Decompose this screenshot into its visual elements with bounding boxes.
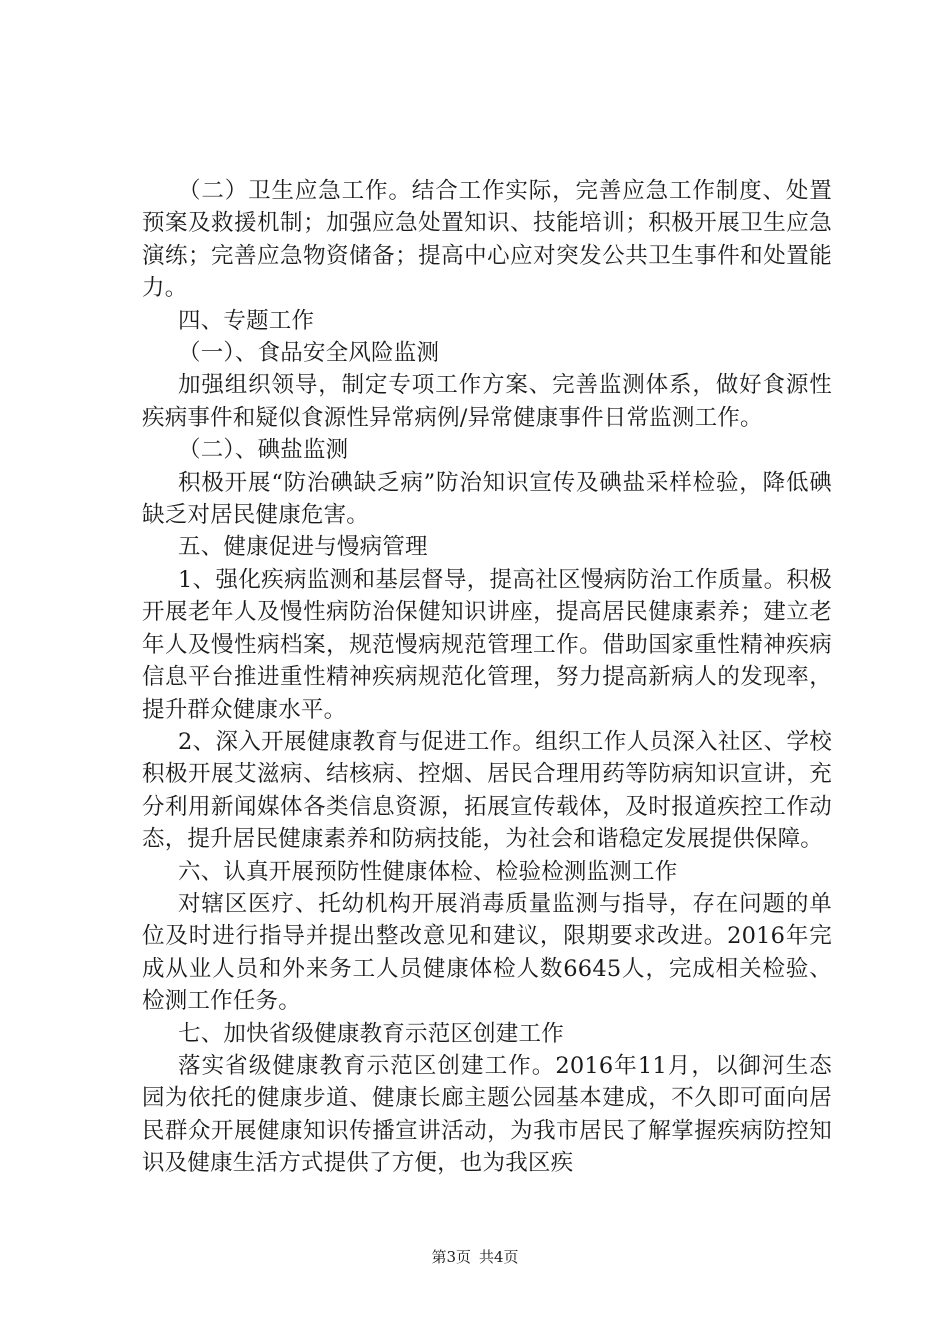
subheading-iodized-salt: （二）、碘盐监测 [178,437,349,464]
document-body [142,175,832,1180]
heading-preventive-checkup: 六、认真开展预防性健康体检、检验检测监测工作 [178,858,678,885]
heading-special-work: 四、专题工作 [178,307,315,334]
page-total: 共4页 [479,1248,519,1266]
paragraph-iodized-salt: 积极开展“防治碘缺乏病”防治知识宣传及碘盐采样检验，降低碘缺乏对居民健康危害。 [142,469,832,529]
heading-health-promotion: 五、健康促进与慢病管理 [178,534,428,561]
subheading-food-safety: （一）、食品安全风险监测 [178,340,440,367]
page-footer [0,1247,950,1267]
heading-demonstration-zone: 七、加快省级健康教育示范区创建工作 [178,1020,564,1047]
paragraph-food-safety: 加强组织领导，制定专项工作方案、完善监测体系，做好食源性疾病事件和疑似食源性异常病例/异常健康事件日常监测工作。 [142,372,832,431]
page-number: 第3页 [431,1248,471,1266]
paragraph-demonstration-zone: 落实省级健康教育示范区创建工作。2016年11月，以御河生态园为依托的健康步道、健康长廊主题公园基本建成，不久即可面向居民群众开展健康知识传播宣讲活动，为我市居民了解掌握疾病防控知识及健康生活方式提供了方便，也为我区疾 [142,1052,832,1177]
paragraph-preventive-checkup: 对辖区医疗、托幼机构开展消毒质量监测与指导，存在问题的单位及时进行指导并提出整改意见和建议，限期要求改进。2016年完成从业人员和外来务工人员健康体检人数6645人，完成相关检验、检测工作任务。 [142,890,832,1015]
paragraph-disease-monitoring: 1、强化疾病监测和基层督导，提高社区慢病防治工作质量。积极开展老年人及慢性病防治保健知识讲座，提高居民健康素养；建立老年人及慢性病档案，规范慢病规范管理工作。借助国家重性精神疾病信息平台推进重性精神疾病规范化管理，努力提高新病人的发现率，提升群众健康水平。 [142,566,832,723]
paragraph-health-emergency: （二）卫生应急工作。结合工作实际，完善应急工作制度、处置预案及救援机制；加强应急处置知识、技能培训；积极开展卫生应急演练；完善应急物资储备；提高中心应对突发公共卫生事件和处置能力。 [142,178,832,302]
paragraph-health-education: 2、深入开展健康教育与促进工作。组织工作人员深入社区、学校积极开展艾滋病、结核病、控烟、居民合理用药等防病知识宣讲，充分利用新闻媒体各类信息资源，拓展宣传载体，及时报道疾控工作动态，提升居民健康素养和防病技能，为社会和谐稳定发展提供保障。 [142,728,832,853]
